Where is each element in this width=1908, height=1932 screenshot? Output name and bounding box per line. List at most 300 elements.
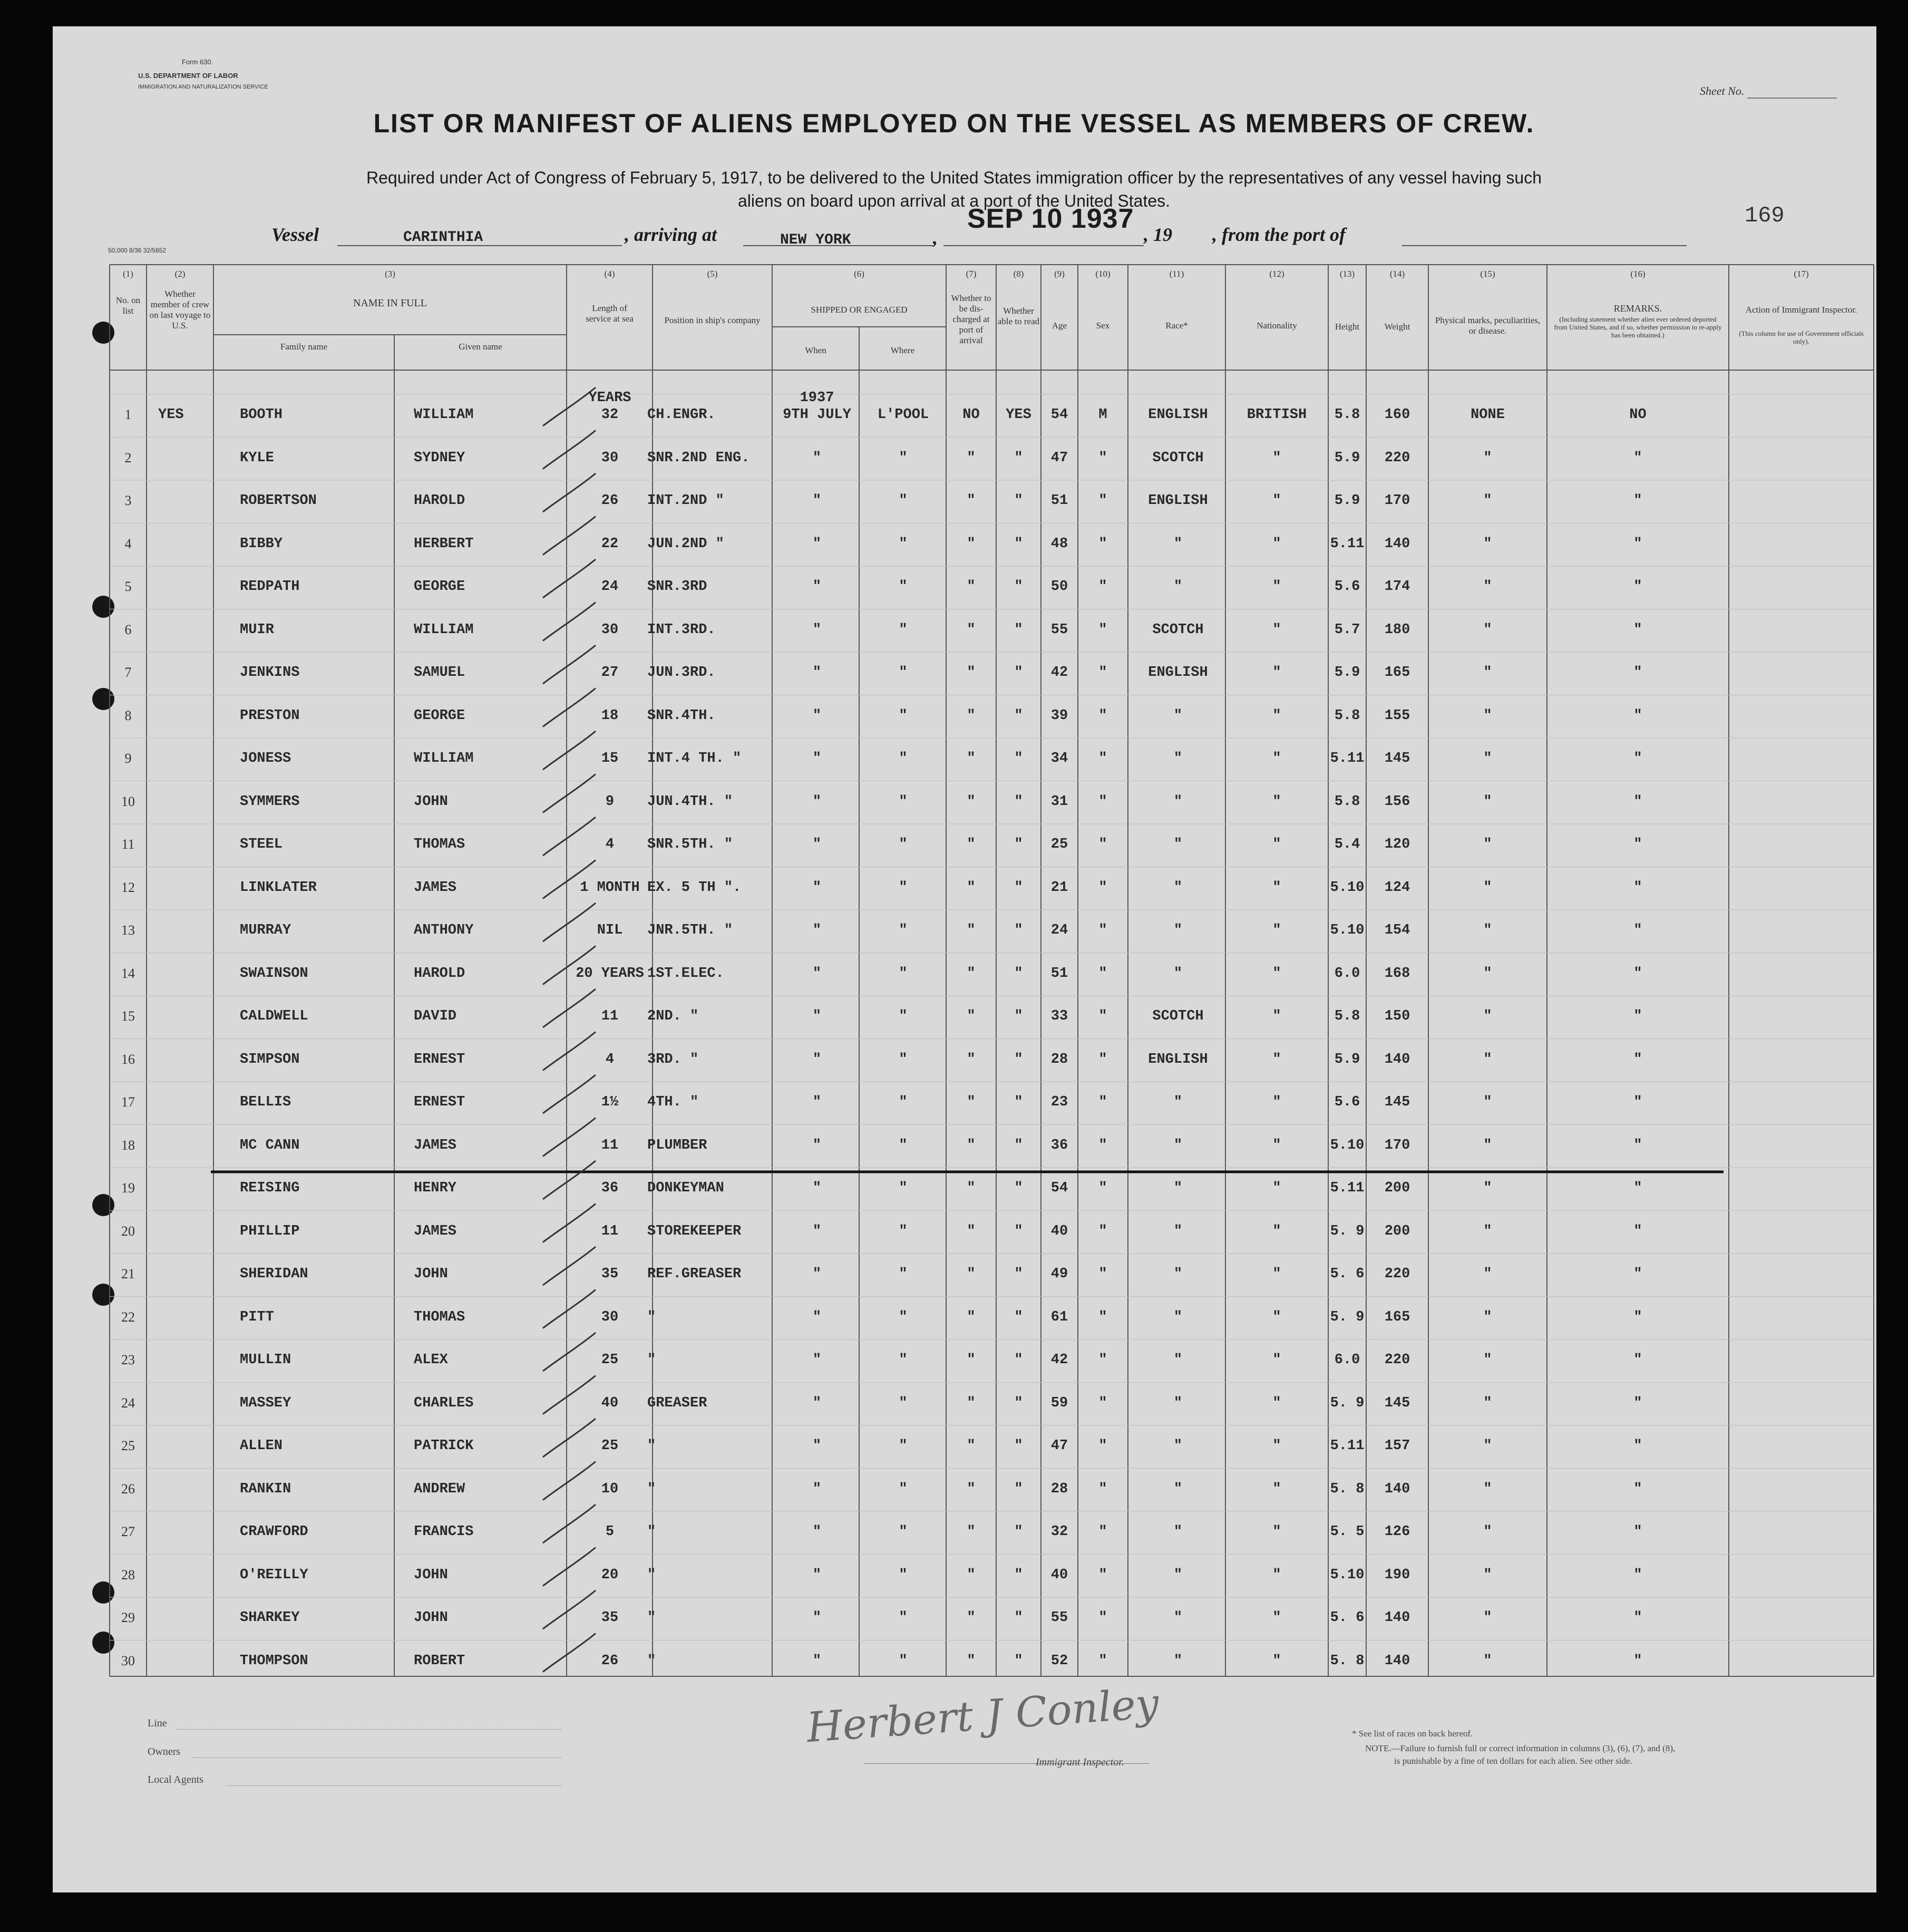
cell-no: 19 [121,1180,135,1196]
cell-given: ERNEST [414,1094,465,1110]
cell-no: 14 [121,965,135,981]
cell-service: 9 [605,793,615,810]
cell-where: " [899,665,908,681]
cell-race: " [1173,1395,1183,1411]
cell-given: DAVID [414,1008,457,1024]
header-discharged: Whether to be dis-charged at port of arrival [951,293,991,345]
cell-race: " [1173,1352,1183,1368]
cell-given: JOHN [414,1610,448,1626]
cell-read: " [1014,1309,1023,1325]
cell-service: 4 [605,1051,615,1067]
cell-when: " [812,1352,822,1368]
cell-phys: " [1483,1567,1492,1583]
cell-weight: 168 [1384,965,1410,982]
cell-disch: " [967,1051,976,1067]
cell-family: MURRAY [240,923,291,938]
race-note: * See list of races on back hereof. [1352,1729,1473,1739]
cell-family: CRAWFORD [240,1524,308,1540]
cell-race: " [1173,793,1183,810]
header-action: Action of Immigrant Inspector. [1745,305,1857,315]
cell-when: " [812,665,822,681]
col-number-5: (5) [707,269,718,279]
cell-height: 5.6 [1334,1094,1360,1110]
cell-sex: " [1098,1051,1107,1067]
from-port-label: , from the port of [1212,224,1346,245]
cell-where: " [899,579,908,595]
cell-read: " [1014,837,1023,852]
cell-no: 2 [124,450,132,465]
page-title: LIST OR MANIFEST OF ALIENS EMPLOYED ON THE VESSEL AS MEMBERS OF CREW. [373,109,1535,138]
cell-race: SCOTCH [1152,622,1204,638]
cell-phys: " [1483,1610,1492,1626]
cell-family: REDPATH [240,579,300,595]
cell-no: 11 [121,837,135,852]
comma-separator: , [933,227,938,248]
cell-service: NIL [597,923,623,938]
cell-race: " [1173,879,1183,896]
col-number-9: (9) [1054,269,1065,279]
cell-weight: 220 [1384,450,1410,466]
header-shipped-engaged: SHIPPED OR ENGAGED [811,305,908,315]
cell-position: SNR.4TH. [647,707,716,724]
cell-remarks: " [1633,1223,1642,1239]
cell-where: " [899,1137,908,1153]
cell-service: 25 [601,1438,619,1454]
cell-phys: NONE [1471,407,1505,423]
cell-race: SCOTCH [1152,1008,1204,1024]
cell-nat: " [1272,923,1281,938]
cell-phys: " [1483,1180,1492,1196]
cell-remarks: " [1633,1266,1642,1282]
cell-where: " [899,1008,908,1024]
cell-weight: 124 [1384,879,1410,896]
cell-disch: " [967,579,976,595]
cell-age: 55 [1050,1610,1068,1626]
col-number-17: (17) [1794,269,1809,279]
cell-sex: " [1098,1137,1107,1153]
cell-given: CHARLES [414,1395,474,1411]
cell-remarks: " [1633,665,1642,681]
cell-given: FRANCIS [414,1524,474,1540]
cell-read: " [1014,965,1023,982]
service-name: IMMIGRATION AND NATURALIZATION SERVICE [138,84,268,90]
cell-no: 8 [124,707,132,723]
cell-weight: 165 [1384,1309,1410,1325]
cell-position: " [647,1352,656,1368]
cell-sex: " [1098,579,1107,595]
cell-read: " [1014,450,1023,466]
department-name: U.S. DEPARTMENT OF LABOR [138,72,238,80]
header-name-in-full: NAME IN FULL [353,297,427,309]
cell-no: 6 [124,622,132,637]
cell-sex: " [1098,1309,1107,1325]
cell-race: ENGLISH [1148,407,1208,423]
cell-where: " [899,1567,908,1583]
print-code: 50,000 8/36 32/5652 [108,247,167,254]
cell-remarks: " [1633,1567,1642,1583]
header-nationality: Nationality [1257,321,1297,331]
cell-sex: " [1098,1438,1107,1454]
cell-height: 5.7 [1334,622,1360,638]
cell-age: 31 [1050,793,1068,810]
cell-weight: 160 [1384,407,1410,423]
cell-disch: " [967,1309,976,1325]
header-weight: Weight [1384,322,1410,332]
cell-read: " [1014,1051,1023,1067]
cell-given: JOHN [414,1567,448,1583]
cell-read: " [1014,665,1023,681]
cell-nat: " [1272,1051,1281,1067]
cell-service: 30 [601,1309,619,1325]
cell-age: 50 [1050,579,1068,595]
cell-read: " [1014,493,1023,509]
cell-where: " [899,1094,908,1110]
cell-phys: " [1483,1309,1492,1325]
cell-age: 54 [1050,407,1068,423]
cell-race: " [1173,1567,1183,1583]
cell-weight: 140 [1384,1051,1410,1067]
cell-disch: " [967,965,976,982]
cell-nat: BRITISH [1247,407,1307,423]
subtitle-line-2: aliens on board upon arrival at a port of the United States. [737,191,1171,210]
cell-weight: 140 [1384,1653,1410,1669]
cell-where: " [899,1438,908,1454]
cell-family: BELLIS [240,1094,291,1110]
cell-given: JAMES [414,879,457,896]
cell-sex: " [1098,450,1107,466]
cell-race: " [1173,536,1183,552]
cell-service: 5 [605,1524,615,1540]
cell-disch: " [967,1094,976,1110]
cell-age: 42 [1050,1352,1068,1368]
cell-where: " [899,622,908,638]
cell-service: 10 [601,1481,619,1497]
cell-read: " [1014,1266,1023,1282]
cell-given: WILLIAM [414,751,474,766]
cell-age: 49 [1050,1266,1068,1282]
cell-sex: " [1098,751,1107,766]
cell-position: DONKEYMAN [647,1180,724,1196]
cell-height: 5.10 [1330,1567,1365,1583]
cell-read: " [1014,707,1023,724]
cell-service: 27 [601,665,619,681]
cell-weight: 165 [1384,665,1410,681]
cell-race: " [1173,965,1183,982]
cell-given: PATRICK [414,1438,474,1454]
cell-race: " [1173,1137,1183,1153]
local-agents-label: Local Agents [148,1774,204,1785]
cell-weight: 145 [1384,1094,1410,1110]
cell-read: " [1014,1008,1023,1024]
cell-no: 18 [121,1137,135,1153]
header-remarks-note: (Including statement whether alien ever ordered deported from United States, and if so, whether permission to re-apply has been obtained.) [1554,315,1722,339]
cell-race: SCOTCH [1152,450,1204,466]
cell-when: " [812,1567,822,1583]
cell-disch: " [967,1223,976,1239]
col-number-11: (11) [1169,269,1184,279]
cell-disch: " [967,707,976,724]
cell-when: " [812,1610,822,1626]
cell-no: 30 [121,1653,135,1668]
cell-read: YES [1006,407,1031,423]
cell-disch: " [967,1567,976,1583]
cell-remarks: " [1633,751,1642,766]
cell-family: SHERIDAN [240,1266,308,1282]
cell-where: " [899,1610,908,1626]
cell-position: REF.GREASER [647,1266,742,1282]
cell-when: " [812,450,822,466]
cell-race: ENGLISH [1148,1051,1208,1067]
cell-weight: 140 [1384,1481,1410,1497]
cell-race: ENGLISH [1148,493,1208,509]
cell-disch: " [967,1481,976,1497]
cell-read: " [1014,923,1023,938]
cell-remarks: " [1633,493,1642,509]
cell-no: 4 [124,536,132,551]
cell-position: " [647,1567,656,1583]
cell-nat: " [1272,579,1281,595]
cell-position: SNR.5TH. " [647,837,733,852]
cell-age: 59 [1050,1395,1068,1411]
header-action-note: (This column for use of Government officials only). [1739,329,1864,345]
cell-race: " [1173,1180,1183,1196]
cell-nat: " [1272,707,1281,724]
vessel-name: CARINTHIA [403,229,483,246]
cell-family: STEEL [240,837,283,852]
cell-remarks: " [1633,622,1642,638]
cell-family: BIBBY [240,536,283,552]
cell-given: JOHN [414,1266,448,1282]
cell-remarks: " [1633,1051,1642,1067]
cell-service: 11 [601,1137,619,1153]
cell-where: " [899,793,908,810]
cell-given: JAMES [414,1137,457,1153]
cell-height: 5.8 [1334,707,1360,724]
cell-age: 23 [1050,1094,1068,1110]
cell-service: 26 [601,1653,619,1669]
cell-remarks: " [1633,1481,1642,1497]
col-number-8: (8) [1013,269,1024,279]
fine-note-line-1: NOTE.—Failure to furnish full or correct information in columns (3), (6), (7), and (8), [1365,1743,1676,1753]
cell-given: HERBERT [414,536,474,552]
cell-when: " [812,1051,822,1067]
cell-sex: " [1098,923,1107,938]
cell-sex: " [1098,1008,1107,1024]
cell-nat: " [1272,536,1281,552]
cell-nat: " [1272,751,1281,766]
cell-disch: " [967,1352,976,1368]
cell-disch: " [967,1610,976,1626]
col-number-15: (15) [1480,269,1495,279]
cell-height: 5. 9 [1330,1223,1365,1239]
cell-race: " [1173,837,1183,852]
cell-phys: " [1483,536,1492,552]
cell-height: 5.10 [1330,879,1365,896]
cell-age: 36 [1050,1137,1068,1153]
cell-height: 5.10 [1330,923,1365,938]
cell-age: 51 [1050,965,1068,982]
cell-nat: " [1272,1524,1281,1540]
cell-no: 17 [121,1094,135,1110]
cell-remarks: " [1633,536,1642,552]
cell-where: " [899,837,908,852]
year-label: , 19 [1144,224,1172,245]
cell-disch: " [967,1438,976,1454]
cell-service: 4 [605,837,615,852]
cell-when: " [812,751,822,766]
cell-disch: " [967,837,976,852]
cell-phys: " [1483,493,1492,509]
cell-no: 13 [121,923,135,938]
cell-given: ERNEST [414,1051,465,1067]
cell-position: PLUMBER [647,1137,707,1153]
cell-race: " [1173,1094,1183,1110]
cell-where: " [899,1266,908,1282]
cell-position: INT.4 TH. " [647,751,742,766]
line-label: Line [148,1717,167,1729]
cell-when: " [812,1266,822,1282]
cell-disch: " [967,1653,976,1669]
cell-family: SWAINSON [240,965,308,982]
cell-disch: " [967,665,976,681]
cell-phys: " [1483,1094,1492,1110]
cell-weight: 140 [1384,1610,1410,1626]
cell-phys: " [1483,1395,1492,1411]
header-where: Where [890,345,915,355]
cell-read: " [1014,1180,1023,1196]
cell-no: 28 [121,1567,135,1583]
cell-when: " [812,1223,822,1239]
cell-phys: " [1483,579,1492,595]
cell-read: " [1014,1610,1023,1626]
cell-remarks: " [1633,1180,1642,1196]
header-length-service: Length of service at sea [586,303,634,324]
cell-phys: " [1483,1137,1492,1153]
cell-position: " [647,1524,656,1540]
cell-position: JUN.2ND " [647,536,724,552]
cell-age: 55 [1050,622,1068,638]
cell-phys: " [1483,1481,1492,1497]
cell-age: 21 [1050,879,1068,896]
owners-label: Owners [148,1746,181,1758]
cell-age: 61 [1050,1309,1068,1325]
cell-where: " [899,707,908,724]
cell-service: 18 [601,707,619,724]
cell-remarks: " [1633,837,1642,852]
cell-no: 23 [121,1352,135,1367]
cell-read: " [1014,1653,1023,1669]
inspector-signature: Herbert J Conley [805,1679,1161,1752]
cell-no: 26 [121,1481,135,1497]
cell-weight: 145 [1384,1395,1410,1411]
cell-weight: 126 [1384,1524,1410,1540]
cell-disch: " [967,1266,976,1282]
cell-position: INT.3RD. [647,622,716,638]
cell-read: " [1014,1137,1023,1153]
cell-nat: " [1272,493,1281,509]
cell-where: " [899,1524,908,1540]
cell-race: " [1173,1653,1183,1669]
cell-weight: 154 [1384,923,1410,938]
cell-given: WILLIAM [414,622,474,638]
cell-disch: " [967,879,976,896]
cell-where: " [899,965,908,982]
cell-position: 3RD. " [647,1051,699,1067]
cell-when: " [812,707,822,724]
cell-remarks: " [1633,1653,1642,1669]
cell-when-year: 1937 [800,390,834,406]
cell-disch: " [967,1008,976,1024]
cell-read: " [1014,579,1023,595]
cell-position: INT.2ND " [647,493,724,509]
cell-remarks: " [1633,965,1642,982]
cell-phys: " [1483,837,1492,852]
cell-remarks: " [1633,1008,1642,1024]
cell-phys: " [1483,1223,1492,1239]
cell-where: " [899,1352,908,1368]
cell-disch: " [967,751,976,766]
cell-height: 5.8 [1334,407,1360,423]
cell-when: " [812,536,822,552]
cell-height: 5.9 [1334,1051,1360,1067]
col-number-1: (1) [123,269,133,279]
cell-sex: " [1098,1610,1107,1626]
cell-nat: " [1272,1266,1281,1282]
cell-disch: " [967,450,976,466]
cell-given: SYDNEY [414,450,465,466]
cell-height: 6.0 [1334,965,1360,982]
cell-disch: " [967,1524,976,1540]
cell-race: " [1173,1309,1183,1325]
cell-when: " [812,1137,822,1153]
cell-height: 5.11 [1330,1180,1365,1196]
cell-position: 4TH. " [647,1094,699,1110]
cell-phys: " [1483,622,1492,638]
cell-sex: " [1098,1567,1107,1583]
cell-nat: " [1272,1008,1281,1024]
header-age: Age [1052,321,1067,331]
cell-weight: 157 [1384,1438,1410,1454]
cell-family: KYLE [240,450,274,466]
cell-remarks: " [1633,579,1642,595]
cell-nat: " [1272,1223,1281,1239]
cell-when: " [812,1653,822,1669]
cell-height: 5.11 [1330,1438,1365,1454]
cell-given: SAMUEL [414,665,465,681]
col-number-12: (12) [1269,269,1284,279]
header-position: Position in ship's company [664,315,761,325]
cell-nat: " [1272,1481,1281,1497]
cell-sex: " [1098,665,1107,681]
cell-family: PHILLIP [240,1223,300,1239]
cell-position: EX. 5 TH ". [647,879,742,896]
cell-where: " [899,1653,908,1669]
cell-service: 15 [601,751,619,766]
cell-sex: " [1098,493,1107,509]
cell-sex: " [1098,1094,1107,1110]
header-height: Height [1335,322,1360,332]
cell-height: 5.10 [1330,1137,1365,1153]
cell-phys: " [1483,450,1492,466]
cell-height: 5.8 [1334,793,1360,810]
cell-family: MASSEY [240,1395,291,1411]
cell-age: 52 [1050,1653,1068,1669]
cell-sex: " [1098,1223,1107,1239]
cell-age: 47 [1050,450,1068,466]
cell-height: 5.9 [1334,665,1360,681]
header-given-name: Given name [459,342,502,352]
cell-position: SNR.2ND ENG. [647,450,750,466]
